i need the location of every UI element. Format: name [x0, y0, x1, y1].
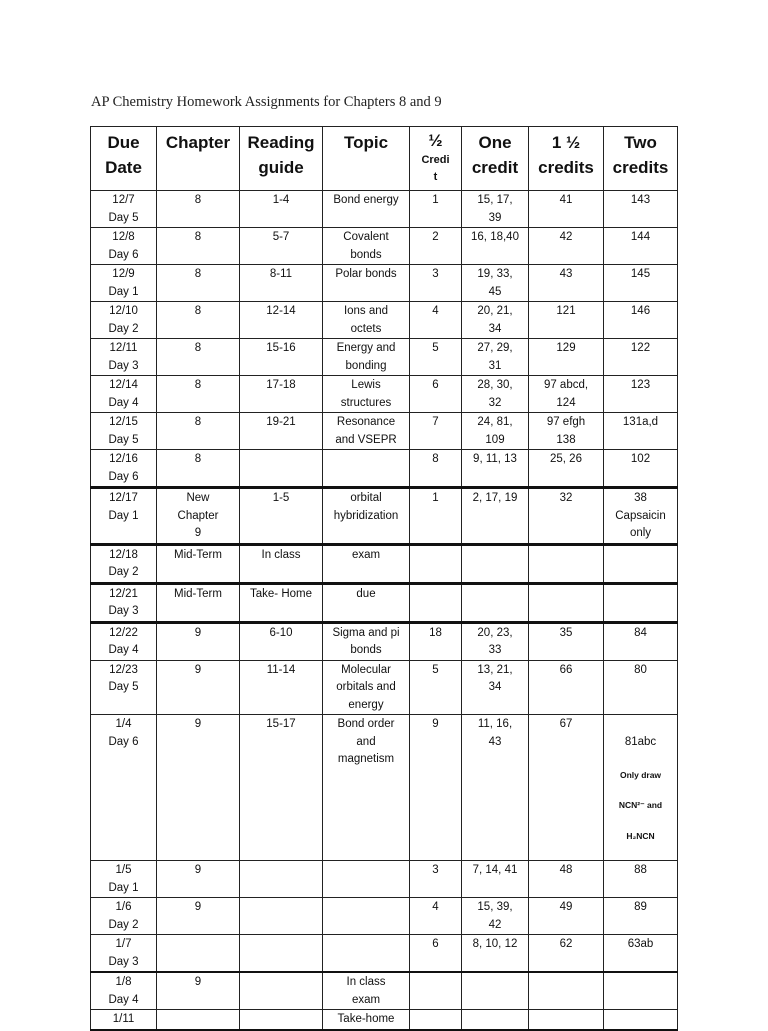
one-credit-cell: 20, 21, 34	[462, 302, 529, 339]
table-row	[91, 265, 678, 302]
table-row	[91, 488, 678, 545]
due-date-cell: 1/7 Day 3	[91, 935, 157, 973]
one-credit-cell: 20, 23, 33	[462, 622, 529, 660]
chapter-cell: 9	[157, 660, 240, 715]
half-credit-cell: 1	[410, 191, 462, 228]
due-date-cell: 1/4 Day 6	[91, 715, 157, 861]
topic-cell: Energy and bonding	[323, 339, 410, 376]
due-date-cell: 12/21 Day 3	[91, 583, 157, 622]
two-credits-cell: 63ab	[604, 935, 678, 973]
chapter-cell: 8	[157, 265, 240, 302]
reading-cell: 6-10	[240, 622, 323, 660]
header-two-credits: Two credits	[604, 127, 678, 191]
due-date-cell: 12/11 Day 3	[91, 339, 157, 376]
one-half-credits-cell: 62	[529, 935, 604, 973]
due-date-cell: 1/5 Day 1	[91, 861, 157, 898]
two-credits-cell: 38 Capsaicin only	[604, 488, 678, 545]
topic-cell: Sigma and pi bonds	[323, 622, 410, 660]
reading-cell	[240, 450, 323, 488]
chapter-cell: 8	[157, 376, 240, 413]
table-row	[91, 339, 678, 376]
reading-cell: 1-5	[240, 488, 323, 545]
one-half-credits-cell: 97 efgh 138	[529, 413, 604, 450]
reading-cell: 12-14	[240, 302, 323, 339]
half-credit-cell: 4	[410, 898, 462, 935]
two-credits-cell: 84	[604, 622, 678, 660]
half-credit-cell: 5	[410, 339, 462, 376]
topic-cell	[323, 861, 410, 898]
table-row	[91, 1010, 678, 1030]
topic-cell	[323, 935, 410, 973]
topic-cell: Bond order and magnetism	[323, 715, 410, 861]
table-row	[91, 228, 678, 265]
one-half-credits-cell: 41	[529, 191, 604, 228]
chapter-cell: 8	[157, 450, 240, 488]
two-credits-note: Only draw	[619, 769, 662, 780]
chapter-cell: 9	[157, 972, 240, 1010]
two-credits-cell: 145	[604, 265, 678, 302]
one-half-credits-cell: 42	[529, 228, 604, 265]
one-credit-cell	[462, 972, 529, 1010]
half-credit-cell: 3	[410, 861, 462, 898]
reading-cell: 17-18	[240, 376, 323, 413]
two-credits-cell	[604, 544, 678, 583]
chapter-cell: Mid-Term	[157, 544, 240, 583]
one-half-credits-cell: 49	[529, 898, 604, 935]
half-credit-cell: 1	[410, 488, 462, 545]
reading-cell: 5-7	[240, 228, 323, 265]
half-credit-cell: 18	[410, 622, 462, 660]
two-credits-cell: 146	[604, 302, 678, 339]
one-credit-cell	[462, 1010, 529, 1030]
one-credit-cell: 13, 21, 34	[462, 660, 529, 715]
one-credit-cell	[462, 544, 529, 583]
reading-cell	[240, 861, 323, 898]
header-row	[91, 127, 678, 191]
half-credit-cell: 9	[410, 715, 462, 861]
header-chapter: Chapter	[157, 127, 240, 191]
due-date-cell: 12/15 Day 5	[91, 413, 157, 450]
two-credits-cell	[604, 972, 678, 1010]
table-row	[91, 715, 678, 861]
due-date-cell: 12/22 Day 4	[91, 622, 157, 660]
table-row	[91, 898, 678, 935]
table-row	[91, 660, 678, 715]
reading-cell	[240, 1010, 323, 1030]
reading-cell: 15-16	[240, 339, 323, 376]
due-date-cell: 12/23 Day 5	[91, 660, 157, 715]
reading-cell: 8-11	[240, 265, 323, 302]
table-row	[91, 935, 678, 973]
reading-cell	[240, 972, 323, 1010]
topic-cell	[323, 898, 410, 935]
chapter-cell	[157, 935, 240, 973]
one-half-credits-cell: 67	[529, 715, 604, 861]
chapter-cell: New Chapter 9	[157, 488, 240, 545]
header-one-credit: One credit	[462, 127, 529, 191]
one-credit-cell: 7, 14, 41	[462, 861, 529, 898]
two-credits-cell: 131a,d	[604, 413, 678, 450]
one-credit-cell	[462, 583, 529, 622]
due-date-cell: 12/14 Day 4	[91, 376, 157, 413]
due-date-cell: 12/10 Day 2	[91, 302, 157, 339]
chapter-cell: 8	[157, 302, 240, 339]
one-credit-cell: 16, 18,40	[462, 228, 529, 265]
one-credit-cell: 9, 11, 13	[462, 450, 529, 488]
table-row	[91, 191, 678, 228]
two-credits-cell: 122	[604, 339, 678, 376]
topic-cell: Polar bonds	[323, 265, 410, 302]
table-row	[91, 544, 678, 583]
one-credit-cell: 15, 39, 42	[462, 898, 529, 935]
one-half-credits-cell: 35	[529, 622, 604, 660]
chapter-cell: 9	[157, 622, 240, 660]
one-half-credits-cell: 121	[529, 302, 604, 339]
table-row	[91, 376, 678, 413]
one-credit-cell: 11, 16, 43	[462, 715, 529, 861]
header-reading-guide: Reading guide	[240, 127, 323, 191]
half-credit-cell: 6	[410, 376, 462, 413]
chapter-cell: 8	[157, 191, 240, 228]
half-credit-cell: 4	[410, 302, 462, 339]
table-row	[91, 972, 678, 1010]
due-date-cell: 12/8 Day 6	[91, 228, 157, 265]
topic-cell: due	[323, 583, 410, 622]
due-date-cell: 12/17 Day 1	[91, 488, 157, 545]
chapter-cell: 8	[157, 413, 240, 450]
header-one-half-credits: 1 ½ credits	[529, 127, 604, 191]
one-half-credits-cell	[529, 544, 604, 583]
one-credit-cell: 27, 29, 31	[462, 339, 529, 376]
table-row	[91, 302, 678, 339]
header-due-date: Due Date	[91, 127, 157, 191]
header-half-credit: ½ Credi t	[410, 127, 462, 191]
table-row	[91, 450, 678, 488]
two-credits-cell: 143	[604, 191, 678, 228]
chapter-cell: 9	[157, 861, 240, 898]
half-credit-cell: 5	[410, 660, 462, 715]
reading-cell: 11-14	[240, 660, 323, 715]
two-credits-cell	[604, 1010, 678, 1030]
two-credits-cell: 144	[604, 228, 678, 265]
reading-cell: 1-4	[240, 191, 323, 228]
half-credit-cell	[410, 972, 462, 1010]
reading-cell: 15-17	[240, 715, 323, 861]
two-credits-value: 81abc	[624, 735, 657, 748]
table-row	[91, 622, 678, 660]
due-date-cell: 1/8 Day 4	[91, 972, 157, 1010]
topic-cell: Covalent bonds	[323, 228, 410, 265]
two-credits-cell	[604, 583, 678, 622]
one-half-credits-cell: 32	[529, 488, 604, 545]
two-credits-note: NCN²⁻ and	[618, 800, 663, 810]
topic-cell: exam	[323, 544, 410, 583]
two-credits-cell: 89	[604, 898, 678, 935]
chapter-cell: 9	[157, 715, 240, 861]
one-credit-cell: 28, 30, 32	[462, 376, 529, 413]
one-half-credits-cell: 97 abcd, 124	[529, 376, 604, 413]
table-row	[91, 861, 678, 898]
one-credit-cell: 2, 17, 19	[462, 488, 529, 545]
chapter-cell: 8	[157, 339, 240, 376]
topic-cell: Resonance and VSEPR	[323, 413, 410, 450]
two-credits-cell: 80	[604, 660, 678, 715]
chapter-cell: 9	[157, 898, 240, 935]
topic-cell: Lewis structures	[323, 376, 410, 413]
reading-cell: 19-21	[240, 413, 323, 450]
one-credit-cell: 8, 10, 12	[462, 935, 529, 973]
half-credit-cell: 3	[410, 265, 462, 302]
reading-cell	[240, 935, 323, 973]
one-half-credits-cell: 25, 26	[529, 450, 604, 488]
half-credit-cell: 7	[410, 413, 462, 450]
due-date-cell: 1/11	[91, 1010, 157, 1030]
two-credits-cell	[604, 715, 678, 861]
one-half-credits-cell: 66	[529, 660, 604, 715]
half-credit-cell	[410, 1010, 462, 1030]
chapter-cell: Mid-Term	[157, 583, 240, 622]
half-credit-cell: 8	[410, 450, 462, 488]
due-date-cell: 12/7 Day 5	[91, 191, 157, 228]
one-half-credits-cell	[529, 972, 604, 1010]
chapter-cell: 8	[157, 228, 240, 265]
due-date-cell: 12/9 Day 1	[91, 265, 157, 302]
topic-cell: orbital hybridization	[323, 488, 410, 545]
two-credits-note: H₂NCN	[626, 830, 655, 841]
half-credit-cell: 2	[410, 228, 462, 265]
one-credit-cell: 15, 17, 39	[462, 191, 529, 228]
page-title: AP Chemistry Homework Assignments for Chapters 8 and 9	[91, 94, 442, 110]
one-half-credits-cell: 129	[529, 339, 604, 376]
table-row	[91, 413, 678, 450]
two-credits-cell: 88	[604, 861, 678, 898]
one-half-credits-cell	[529, 583, 604, 622]
table-row	[91, 583, 678, 622]
header-topic: Topic	[323, 127, 410, 191]
chapter-cell	[157, 1010, 240, 1030]
topic-cell: Ions and octets	[323, 302, 410, 339]
two-credits-cell: 123	[604, 376, 678, 413]
one-half-credits-cell: 43	[529, 265, 604, 302]
one-half-credits-cell	[529, 1010, 604, 1030]
reading-cell	[240, 898, 323, 935]
topic-cell: Molecular orbitals and energy	[323, 660, 410, 715]
due-date-cell: 12/16 Day 6	[91, 450, 157, 488]
topic-cell	[323, 450, 410, 488]
two-credits-cell: 102	[604, 450, 678, 488]
reading-cell: Take- Home	[240, 583, 323, 622]
reading-cell: In class	[240, 544, 323, 583]
homework-table	[90, 126, 678, 1031]
half-credit-cell	[410, 544, 462, 583]
one-half-credits-cell: 48	[529, 861, 604, 898]
topic-cell: Bond energy	[323, 191, 410, 228]
due-date-cell: 12/18 Day 2	[91, 544, 157, 583]
one-credit-cell: 24, 81, 109	[462, 413, 529, 450]
half-credit-cell	[410, 583, 462, 622]
one-credit-cell: 19, 33, 45	[462, 265, 529, 302]
half-credit-cell: 6	[410, 935, 462, 973]
topic-cell: In class exam	[323, 972, 410, 1010]
due-date-cell: 1/6 Day 2	[91, 898, 157, 935]
topic-cell: Take-home	[323, 1010, 410, 1030]
